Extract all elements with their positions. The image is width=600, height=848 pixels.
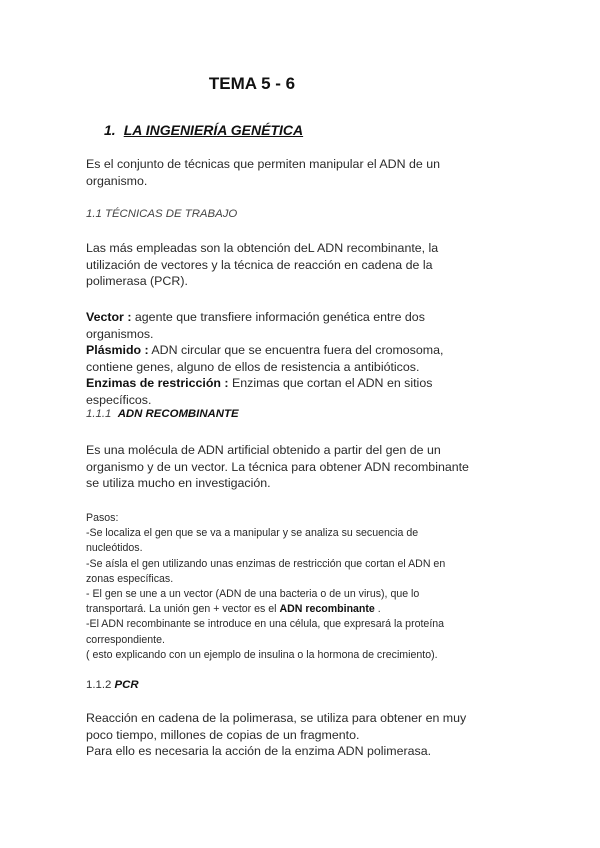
text-line: -Se aísla el gen utilizando unas enzimas de restricción que cortan el ADN en <box>86 557 446 570</box>
text-line: Reacción en cadena de la polimerasa, se utiliza para obtener en muy <box>86 711 467 725</box>
subsection-number: 1.1.1 <box>86 408 112 420</box>
text-line: contiene genes, alguno de ellos de resistencia a antibióticos. <box>86 359 420 374</box>
pasos-label: Pasos: <box>86 512 119 524</box>
definition-term: Plásmido : <box>86 343 149 358</box>
definition-enzimas <box>86 375 443 392</box>
subsection-number: 1.1.2 <box>86 679 115 691</box>
definition-plasmido <box>86 342 443 359</box>
page-title: TEMA 5 - 6 <box>208 74 296 93</box>
text-line: zonas específicas. <box>86 572 174 585</box>
definition-text: ADN circular que se encuentra fuera del cromosoma, <box>148 343 444 358</box>
text-line: Es el conjunto de técnicas que permiten manipular el ADN de un <box>86 157 441 171</box>
section-heading-1 <box>104 122 303 138</box>
text-line: ( esto explicando con un ejemplo de insulina o la hormona de crecimiento). <box>86 648 438 661</box>
definition-vector <box>86 309 443 326</box>
definitions-block <box>86 309 443 409</box>
subsection-heading-1-1-2 <box>86 679 139 691</box>
text-line: se utiliza mucho en investigación. <box>86 476 271 491</box>
text-line: Las más empleadas son la obtención deL ADN recombinante, la <box>86 241 439 255</box>
definition-text: Enzimas que cortan el ADN en sitios <box>228 376 433 391</box>
text-line: organismo y de un vector. La técnica para obtener ADN recombinante <box>86 459 469 474</box>
subsection-heading-1-1: 1.1 TÉCNICAS DE TRABAJO <box>86 208 238 220</box>
text-span: transportará. La unión gen + vector es el <box>86 603 280 616</box>
subsection-text-1-1-2 <box>86 710 466 760</box>
text-line <box>86 602 445 617</box>
text-line: organismo. <box>86 173 148 188</box>
definition-term: Enzimas de restricción : <box>86 376 229 391</box>
text-line: organismos. <box>86 326 154 341</box>
definition-term: Vector : <box>86 310 132 324</box>
text-line: - El gen se une a un vector (ADN de una bacteria o de un virus), que lo <box>86 588 420 601</box>
text-line: utilización de vectores y la técnica de reacción en cadena de la <box>86 257 433 272</box>
subsection-title: PCR <box>114 679 139 691</box>
text-line: correspondiente. <box>86 633 165 646</box>
subsection-heading-1-1-1 <box>86 408 239 420</box>
pasos-list <box>86 511 445 663</box>
text-line: nucleótidos. <box>86 542 143 555</box>
subsection-title: ADN RECOMBINANTE <box>117 408 239 420</box>
text-line: Es una molécula de ADN artificial obtenido a partir del gen de un <box>86 443 441 457</box>
section-title: LA INGENIERÍA GENÉTICA <box>123 122 304 138</box>
subsection-text-1-1 <box>86 240 438 290</box>
text-line: específicos. <box>86 392 152 407</box>
definition-text: agente que transfiere información genética entre dos <box>131 310 425 324</box>
text-line: polimerasa (PCR). <box>86 274 188 289</box>
bold-term: ADN recombinante <box>279 603 375 616</box>
text-line: -Se localiza el gen que se va a manipular y se analiza su secuencia de <box>86 527 419 540</box>
text-line: poco tiempo, millones de copias de un fragmento. <box>86 727 360 742</box>
section-number: 1. <box>104 122 116 138</box>
section-intro <box>86 156 440 189</box>
text-span: . <box>374 603 381 616</box>
text-line: Para ello es necesaria la acción de la enzima ADN polimerasa. <box>86 744 432 759</box>
text-line: -El ADN recombinante se introduce en una célula, que expresará la proteína <box>86 618 445 631</box>
subsection-text-1-1-1 <box>86 442 469 492</box>
